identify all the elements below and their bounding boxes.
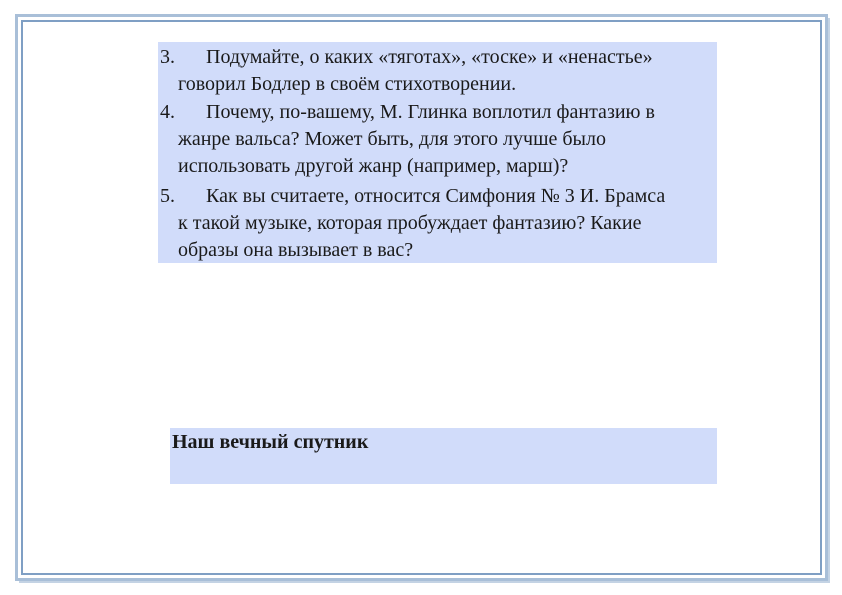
question-number: 4. (160, 101, 175, 123)
question-number: 3. (160, 46, 175, 68)
section-title: Наш вечный спутник (172, 431, 369, 453)
question-text-first-line: Как вы считаете, относится Симфония № 3 И. Брамса (206, 185, 666, 207)
question-text-first-line: Почему, по-вашему, М. Глинка воплотил фантазию в (206, 101, 655, 123)
question-text-first-line: Подумайте, о каких «тяготах», «тоске» и «ненастье» (206, 46, 653, 68)
question-text-continuation: жанре вальса? Может быть, для этого лучше было использовать другой жанр (например, марш)? (178, 128, 606, 177)
question-number: 5. (160, 185, 175, 207)
question-text-continuation: говорил Бодлер в своём стихотворении. (178, 73, 517, 95)
question-text-continuation: к такой музыке, которая пробуждает фантазию? Какие образы она вызывает в вас? (178, 212, 642, 261)
questions-box (158, 42, 717, 263)
section-title-box (170, 428, 717, 484)
